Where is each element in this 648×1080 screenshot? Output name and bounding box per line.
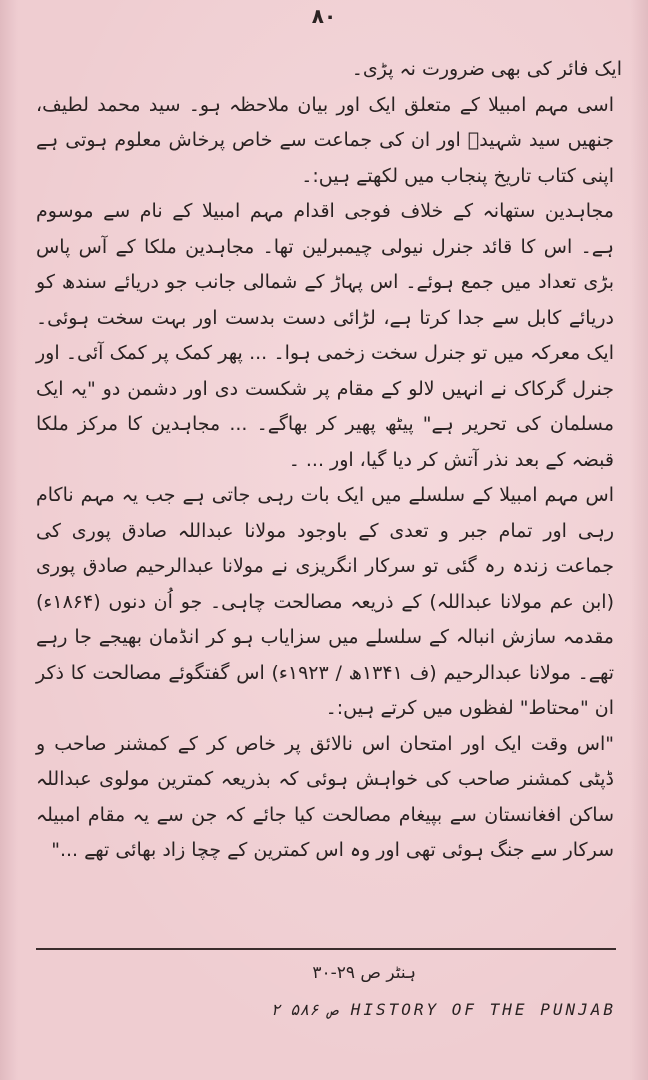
footnote-divider xyxy=(36,948,616,950)
paragraph-1: ایک فائر کی بھی ضرورت نہ پڑی۔ xyxy=(351,58,622,80)
paragraph-2: اسی مہم امبیلا کے متعلق ایک اور بیان ملاحظہ ہو۔ سید محمد لطیف، جنھیں سید شہیدؒ اور ان کی جماعت سے خاص پرخاش معلوم ہوتی ہے اپنی کتاب تاریخ پنجاب میں لکھتے ہیں:۔ xyxy=(36,93,614,187)
paragraph-4: اس مہم امبیلا کے سلسلے میں ایک بات رہی جاتی ہے جب یہ مہم ناکام رہی اور تمام جبر و تعدی کے باوجود مولانا عبداللہ صادق پوری کی جماعت زندہ رہ گئی تو سرکار انگریزی نے مولانا عبدالرحیم صادق پوری (ابن عم مولانا عبداللہ) کے ذریعہ مصالحت چاہی۔ جو اُن دنوں (۱۸۶۴ء) مقدمہ سازش انبالہ کے سلسلے میں سزایاب ہو کر انڈمان بھیجے جا رہے تھے۔ مولانا عبدالرحیم (ف ۱۳۴۱ھ / ۱۹۲۳ء) اس گفتگوئے مصالحت کا ذکر ان "محتاط" لفظوں میں کرتے ہیں:۔ xyxy=(36,484,614,719)
paragraph-3-quote: مجاہدین ستھانہ کے خلاف فوجی اقدام مہم امبیلا کے نام سے موسوم ہے۔ اس کا قائد جنرل نیولی چیمبرلین تھا۔ مجاہدین ملکا کے آس پاس بڑی تعداد میں جمع ہوئے۔ اس پہاڑ کے شمالی جانب جو دریائے سندھ کو دریائے کابل سے جدا کرتا ہے، لڑائی دست بدست اور بہت سخت ہوئی۔ ایک معرکہ میں تو جنرل سخت زخمی ہوا۔ ... پھر کمک پر کمک آئی۔ اور جنرل گرکاک نے انہیں لالو کے مقام پر شکست دی اور دشمن دو "یہ ایک مسلمان کی تحریر ہے" پیٹھ پھیر کر بھاگے۔ ... مجاہدین کا مرکز ملکا قبضہ کے بعد نذر آتش کر دیا گیا، اور ... ۔ xyxy=(36,200,614,471)
paragraph-5-quote: "اس وقت ایک اور امتحان اس نالائق پر خاص کر کے کمشنر صاحب و ڈپٹی کمشنر صاحب کی خواہش ہوئی کہ بذریعہ کمترین مولوی عبداللہ ساکن افغانستان سے بپیغام مصالحت کیا جائے کہ جن سے یہ مقام امبیلہ سرکار سے جنگ ہوئی تھی اور وہ اس کمترین کے چچا زاد بھائی تھے ..." xyxy=(36,732,614,861)
body-text xyxy=(36,52,622,869)
footnote-2: HISTORY OF THE PUNJAB ص ۵۸۶ ۲ xyxy=(270,1000,616,1019)
page-number: ۸۰ xyxy=(311,4,337,28)
footnote-1: ہنٹر ص ۲۹-۳۰ xyxy=(312,963,416,983)
